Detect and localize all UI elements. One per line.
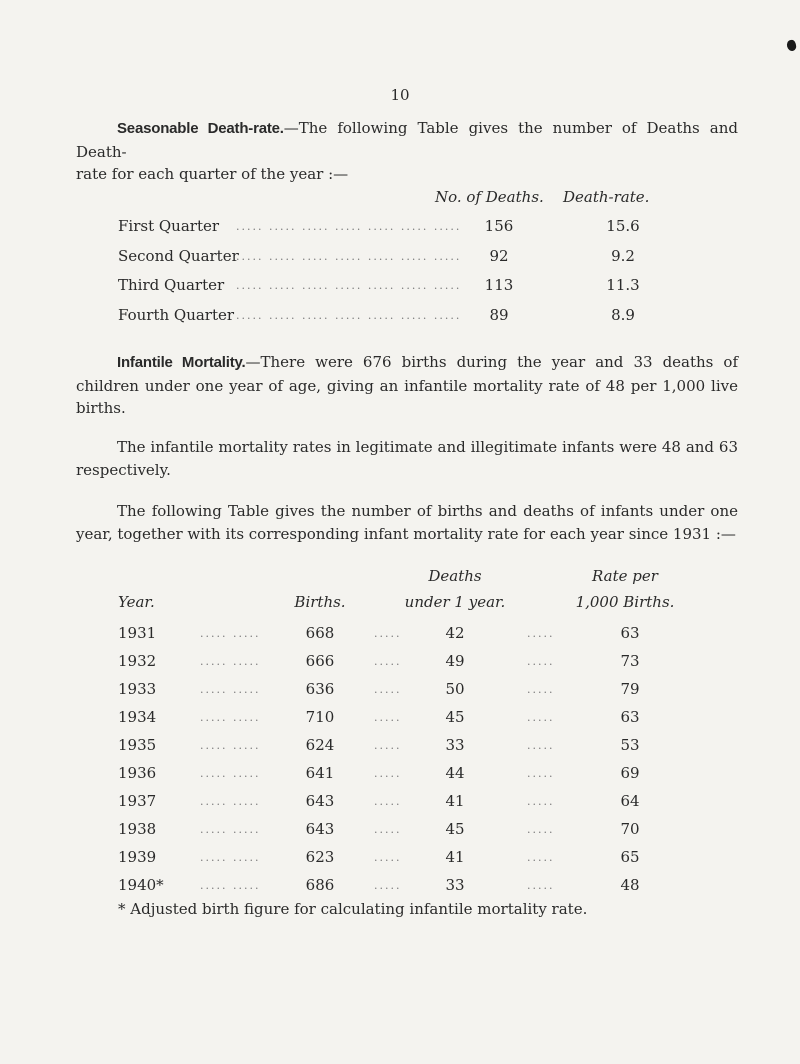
table-row-deaths: 45 [445, 708, 465, 726]
table-row-year: 1935 [118, 736, 157, 754]
leader-dots: ..... [527, 739, 555, 752]
leader-dots: ..... [527, 851, 555, 864]
col-header-year: Year. [118, 593, 155, 611]
leader-dots: ..... [527, 683, 555, 696]
table-row-year: 1940* [118, 876, 164, 894]
leader-dots: ..... [374, 655, 402, 668]
quarter-label: Fourth Quarter [118, 305, 235, 324]
table-row-rate: 79 [620, 680, 640, 698]
table-row-rate: 65 [620, 848, 640, 866]
table-row-deaths: 33 [445, 736, 465, 754]
table-row-births: 641 [305, 764, 335, 782]
table-row-deaths: 42 [445, 624, 465, 642]
legitimacy-paragraph [76, 436, 738, 481]
table-row-births: 623 [305, 848, 335, 866]
col-header-deaths: No. of Deaths. [435, 188, 544, 206]
table-row-year: 1936 [118, 764, 157, 782]
table-row-year: 1933 [118, 680, 157, 698]
infant-line-1: —There were 676 births during the year and 33 deaths of [245, 353, 738, 371]
leader-dots: ..... [527, 627, 555, 640]
table-row-rate: 53 [620, 736, 640, 754]
leader-dots: ..... [374, 711, 402, 724]
table-row-year: 1938 [118, 820, 157, 838]
seasonal-paragraph [76, 117, 738, 186]
table-row-rate: 63 [620, 624, 640, 642]
quarter-death-rate: 11.3 [606, 276, 640, 294]
leader-dots: ..... ..... [200, 739, 261, 752]
col-header-deaths-bottom: under 1 year. [404, 593, 506, 611]
leader-dots: ..... ..... ..... ..... ..... ..... ..... [236, 279, 462, 292]
leader-dots: ..... [527, 795, 555, 808]
leader-dots: ..... [374, 739, 402, 752]
table-row-rate: 64 [620, 792, 640, 810]
leader-dots: ..... ..... [200, 655, 261, 668]
leader-dots: ..... ..... [200, 795, 261, 808]
leader-dots: ..... [527, 711, 555, 724]
table-row-births: 686 [305, 876, 335, 894]
leader-dots: ..... ..... [200, 683, 261, 696]
seasonal-text-2: rate for each quarter of the year :— [76, 165, 349, 183]
table-row-rate: 69 [620, 764, 640, 782]
leader-dots: ..... ..... ..... ..... ..... ..... ..... [236, 249, 462, 263]
leader-dots: ..... ..... ..... ..... ..... ..... ..... [236, 308, 462, 322]
table-row-births: 643 [305, 820, 335, 838]
table-row-year: 1934 [118, 708, 157, 726]
leader-dots: ..... [374, 879, 402, 892]
leader-dots: ..... [374, 627, 402, 640]
table-row-births: 624 [305, 736, 335, 754]
leader-dots: ..... ..... [200, 711, 261, 724]
leader-dots: ..... ..... [200, 627, 261, 640]
para2-line-1: The infantile mortality rates in legitimate and illegitimate infants were 48 and 63 [117, 438, 738, 456]
col-header-deaths-top: Deaths [428, 567, 482, 585]
leader-dots: ..... ..... [200, 767, 261, 780]
table-row-births: 643 [305, 792, 335, 810]
table-row-births: 710 [305, 708, 335, 726]
col-header-rate-top: Rate per [592, 567, 658, 585]
table-row-deaths: 33 [445, 876, 465, 894]
para3-line-2: year, together with its corresponding infant mortality rate for each year since 1931 :— [76, 524, 736, 543]
leader-dots: ..... ..... [200, 879, 261, 892]
quarter-death-rate: 15.6 [606, 217, 640, 235]
leader-dots: ..... [374, 795, 402, 808]
quarter-death-rate: 8.9 [611, 305, 635, 324]
leader-dots: ..... ..... [200, 823, 261, 836]
infant-paragraph [76, 351, 738, 420]
leader-dots: ..... ..... [200, 851, 261, 864]
leader-dots: ..... [374, 683, 402, 696]
table-row-year: 1937 [118, 792, 157, 810]
table-row-year: 1939 [118, 848, 157, 866]
table-row-deaths: 45 [445, 820, 465, 838]
infant-line-3: births. [76, 399, 126, 417]
seasonal-heading: Seasonable Death-rate. [117, 120, 284, 137]
leader-dots: ..... ..... ..... ..... ..... ..... ..... [236, 220, 462, 233]
col-header-death-rate: Death-rate. [563, 188, 650, 206]
table-row-deaths: 41 [445, 848, 465, 866]
quarter-deaths: 92 [489, 246, 509, 265]
quarter-deaths: 89 [489, 305, 509, 324]
leader-dots: ..... [527, 823, 555, 836]
table-row-rate: 63 [620, 708, 640, 726]
following-table-paragraph [76, 500, 738, 545]
quarter-deaths: 113 [484, 276, 514, 294]
table-row-deaths: 49 [445, 652, 465, 670]
quarter-death-rate: 9.2 [611, 246, 635, 265]
table-row-rate: 73 [620, 652, 640, 670]
table-row-births: 668 [305, 624, 335, 642]
table-row-deaths: 41 [445, 792, 465, 810]
table-row-year: 1932 [118, 652, 157, 670]
infant-heading: Infantile Mortality. [117, 354, 246, 371]
table-row-births: 636 [305, 680, 335, 698]
table-row-year: 1931 [118, 624, 157, 642]
leader-dots: ..... [527, 655, 555, 668]
table-row-births: 666 [305, 652, 335, 670]
quarter-label: Second Quarter [118, 246, 239, 265]
leader-dots: ..... [374, 767, 402, 780]
para3-line-1: The following Table gives the number of births and deaths of infants under one [117, 502, 738, 520]
leader-dots: ..... [374, 851, 402, 864]
table-row-deaths: 50 [445, 680, 465, 698]
table-row-rate: 48 [620, 876, 640, 894]
seasonal-text: —The following Table gives the number of Deaths and Death- [76, 119, 738, 161]
quarter-label: First Quarter [118, 217, 220, 235]
leader-dots: ..... [374, 823, 402, 836]
leader-dots: ..... [527, 767, 555, 780]
infant-line-2: children under one year of age, giving an infantile mortality rate of 48 per 1,000 live [76, 376, 738, 395]
quarter-label: Third Quarter [118, 276, 225, 294]
footnote: * Adjusted birth figure for calculating infantile mortality rate. [118, 900, 588, 918]
para2-line-2: respectively. [76, 460, 171, 479]
ink-blot [786, 39, 798, 52]
table-row-rate: 70 [620, 820, 640, 838]
col-header-rate-bottom: 1,000 Births. [575, 593, 675, 611]
table-row-deaths: 44 [445, 764, 465, 782]
leader-dots: ..... [527, 879, 555, 892]
quarter-deaths: 156 [484, 217, 514, 235]
page-number: 10 [390, 86, 410, 104]
col-header-births: Births. [294, 593, 346, 611]
